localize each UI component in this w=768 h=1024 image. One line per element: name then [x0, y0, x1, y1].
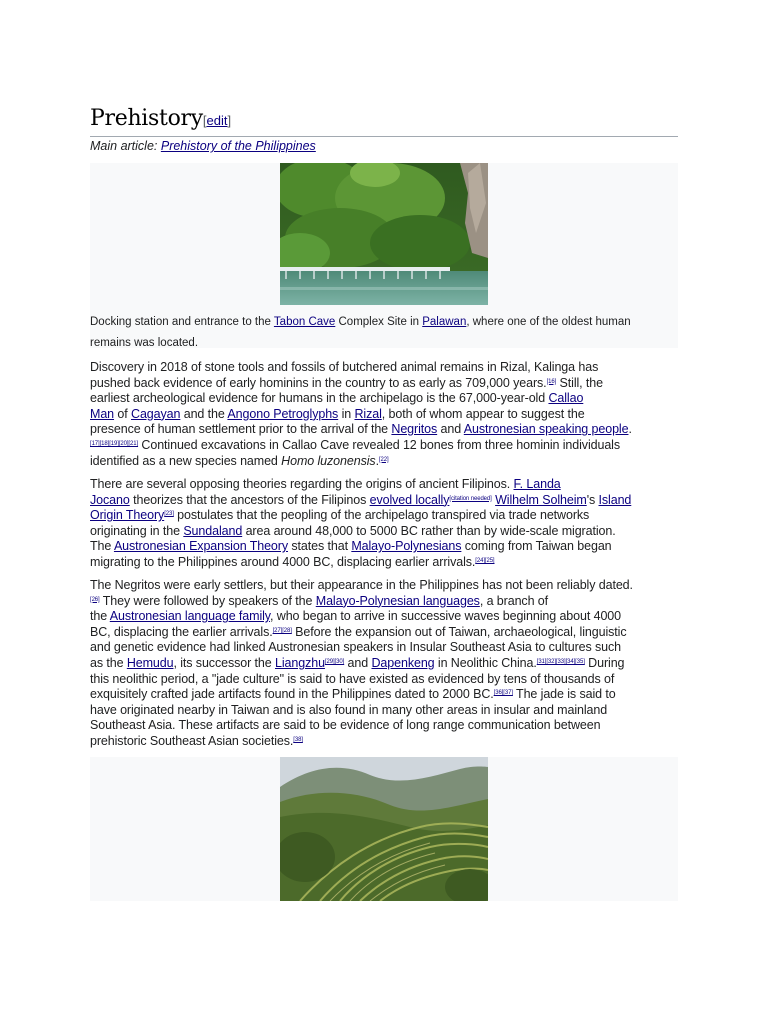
link-malayo-polynesians[interactable]: Malayo-Polynesians: [351, 539, 462, 554]
citation[interactable]: [17][18][19][20][21]: [90, 440, 139, 447]
link-callao-man[interactable]: Man: [90, 406, 115, 421]
link-f-landa-jocano[interactable]: Jocano: [90, 492, 130, 507]
edit-link[interactable]: edit: [206, 113, 228, 128]
link-rizal[interactable]: Rizal: [354, 406, 382, 421]
citation-needed[interactable]: [citation needed]: [449, 495, 492, 502]
link-island-origin-theory[interactable]: Origin Theory: [90, 508, 165, 523]
citation[interactable]: [38]: [293, 736, 303, 743]
link-austronesian-language-family[interactable]: Austronesian language family: [109, 609, 271, 624]
main-article-link[interactable]: Prehistory of the Philippines: [160, 139, 316, 153]
paragraph: There are several opposing theories regarding the origins of ancient Filipinos. F. Landa Jocano theorizes that the ancestors of the Filipinos evolved locally[citation needed] Wilhelm Solheim's Island Origin Theory[23] postulates that the peopling of the archipelago transpired via trade networks originating in the Sundaland area around 48,000 to 5000 BC rather than by wide-scale migration. The Austronesian Expansion Theory states that Malayo-Polynesians coming from Taiwan began migrating to the Philippines around 4000 BC, displacing earlier arrivals.[24][25]: [90, 477, 632, 569]
citation[interactable]: [27][28]: [272, 627, 292, 634]
link-sundaland[interactable]: Sundaland: [183, 523, 243, 538]
link-austronesian-expansion-theory[interactable]: Austronesian Expansion Theory: [113, 539, 288, 554]
edit-section: [edit]: [202, 113, 232, 128]
page-title: Prehistory: [90, 106, 203, 131]
link-dapenkeng[interactable]: Dapenkeng: [371, 655, 435, 670]
figure-caption: Docking station and entrance to the Tabon Cave Complex Site in Palawan, where one of the oldest human remains was located.: [90, 316, 631, 349]
section-heading: [90, 106, 678, 137]
figure-tabon-cave: [90, 163, 678, 348]
figure-rice-terraces: [90, 757, 678, 901]
citation[interactable]: [23]: [164, 511, 174, 518]
citation[interactable]: [29][30]: [324, 658, 345, 665]
link-austronesian-people[interactable]: Austronesian speaking people: [463, 422, 629, 437]
link-liangzhu[interactable]: Liangzhu: [275, 655, 325, 670]
paragraph: The Negritos were early settlers, but their appearance in the Philippines has not been reliably dated. [26] They were followed by speakers of the Malayo-Polynesian languages, a branch of the Austronesian language family, who began to arrive in successive waves beginning about 4000 BC, displacing the earlier arrivals.[27][28] Before the expansion out of Taiwan, archaeological, linguistic and genetic evidence had linked Austronesian speakers in Insular Southeast Asia to cultures such as the Hemudu, its successor the Liangzhu[29][30] and Dapenkeng in Neolithic China.[31][32][33][34][35] During this neolithic period, a "jade culture" is said to have existed as evidenced by tens of thousands of exquisitely crafted jade artifacts found in the Philippines dated to 2000 BC.[36][37] The jade is said to have originated nearby in Taiwan and is also found in many other areas in insular and mainland Southeast Asia. These artifacts are said to be evidence of long range communication between prehistoric Southeast Asian societies.[38]: [90, 578, 633, 748]
main-article-hatnote: Main article: Prehistory of the Philippines: [90, 139, 316, 153]
link-tabon-cave[interactable]: Tabon Cave: [273, 316, 336, 328]
link-evolved-locally[interactable]: evolved locally: [369, 492, 450, 507]
citation[interactable]: [24][25]: [475, 557, 495, 564]
link-angono-petroglyphs[interactable]: Angono Petroglyphs: [227, 406, 339, 421]
citation[interactable]: [26]: [90, 596, 100, 603]
citation[interactable]: [22]: [378, 456, 389, 463]
link-cagayan[interactable]: Cagayan: [131, 406, 181, 421]
link-palawan[interactable]: Palawan: [422, 316, 467, 328]
link-f-landa-jocano[interactable]: F. Landa: [513, 477, 561, 491]
paragraph: Discovery in 2018 of stone tools and fossils of butchered animal remains in Rizal, Kalinga has pushed back evidence of early hominins in the country to as early as 709,000 years.[16] Still, the earliest archeological evidence for humans in the archipelago is the 67,000-year-old Callao Man of Cagayan and the Angono Petroglyphs in Rizal, both of whom appear to suggest the presence of human settlement prior to the arrival of the Negritos and Austronesian speaking people. [17][18][19][20][21] Continued excavations in Callao Cave revealed 12 bones from three hominin individuals identified as a new species named Homo luzonensis.[22]: [90, 360, 632, 468]
link-island-origin-theory[interactable]: Island: [598, 492, 632, 507]
citation[interactable]: [16]: [546, 378, 557, 385]
link-negritos[interactable]: Negritos: [391, 422, 438, 437]
citation[interactable]: [31][32][33][34][35]: [536, 658, 585, 665]
link-malayo-polynesian-languages[interactable]: Malayo-Polynesian languages: [315, 593, 480, 608]
link-wilhelm-solheim[interactable]: Wilhelm Solheim: [495, 492, 587, 507]
tabon-cave-image[interactable]: [280, 163, 488, 305]
link-hemudu[interactable]: Hemudu: [126, 655, 174, 670]
rice-terraces-image[interactable]: [280, 757, 488, 901]
link-callao-man[interactable]: Callao: [548, 391, 584, 406]
citation[interactable]: [36][37]: [493, 690, 513, 697]
